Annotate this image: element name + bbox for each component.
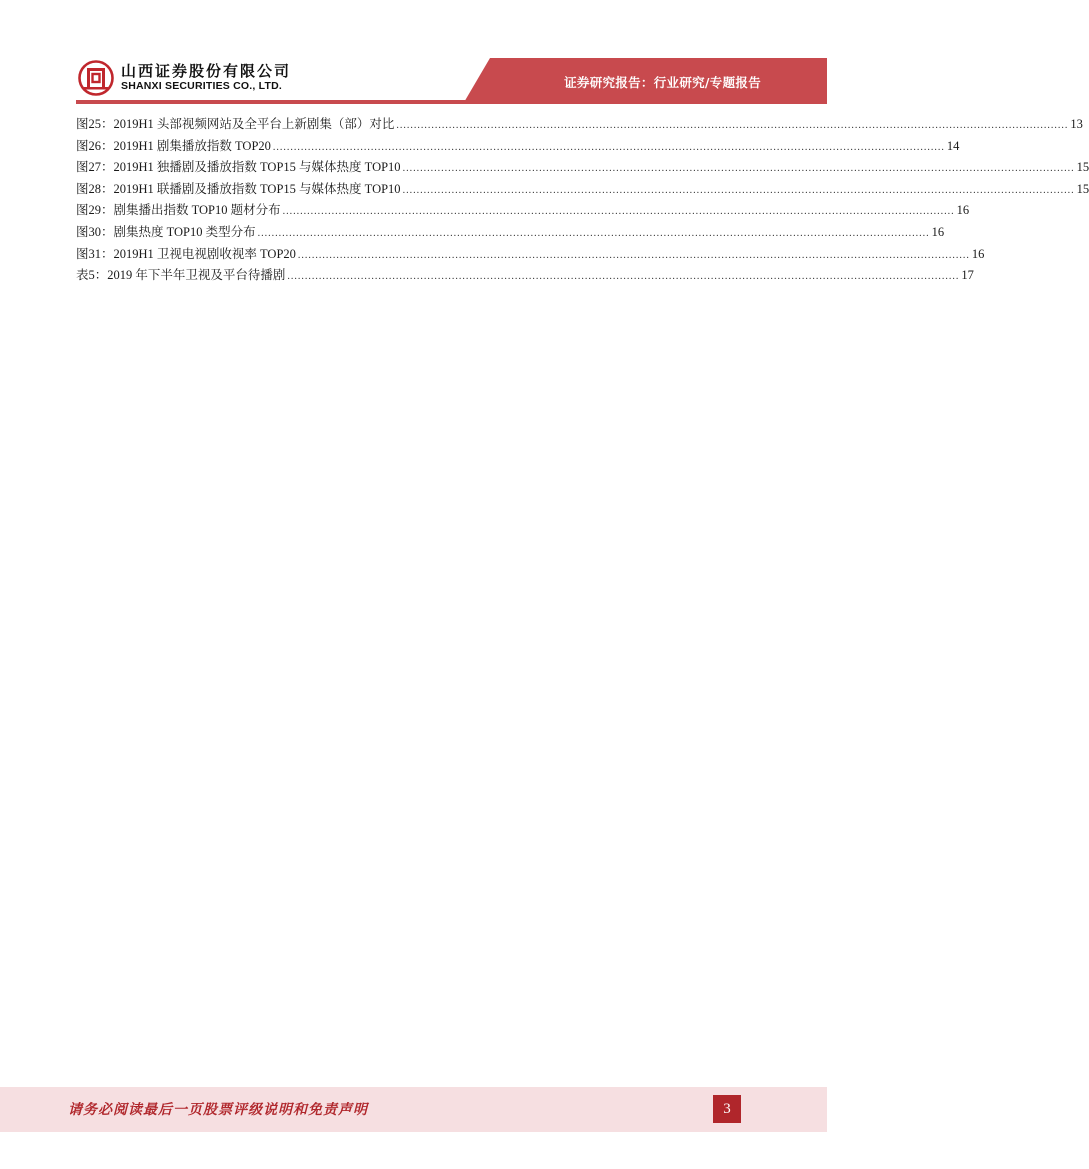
company-name-cn: 山西证券股份有限公司: [121, 62, 292, 80]
toc-entry-label: 图31：2019H1 卫视电视剧收视率 TOP20: [76, 246, 296, 261]
report-type-label: 证券研究报告：行业研究/专题报告: [564, 75, 761, 90]
toc-entry[interactable]: [76, 265, 974, 287]
toc-leader: ................................................................................................................................................................................................: [396, 120, 1069, 131]
toc-entry-page: 16: [931, 224, 945, 239]
table-of-contents: [76, 114, 1089, 287]
toc-entry-label: 表5：2019 年下半年卫视及平台待播剧: [76, 268, 286, 283]
page-number: 3: [713, 1095, 741, 1123]
disclaimer-text: 请务必阅读最后一页股票评级说明和免责声明: [68, 1102, 368, 1118]
toc-entry-page: 16: [971, 246, 985, 261]
toc-entry-page: 14: [946, 138, 960, 153]
toc-leader: ................................................................................................................................................................................................: [402, 184, 1075, 196]
toc-entry-label: 图25：2019H1 头部视频网站及全平台上新剧集（部）对比: [76, 117, 395, 131]
toc-leader: ................................................................................................................................................................................................: [282, 206, 955, 218]
toc-entry-label: 图28：2019H1 联播剧及播放指数 TOP15 与媒体热度 TOP10: [76, 181, 401, 196]
toc-leader: ................................................................................................................................................................................................: [287, 271, 960, 283]
toc-entry-page: 13: [1070, 117, 1083, 131]
toc-entry[interactable]: [76, 179, 1089, 201]
toc-entry[interactable]: [76, 136, 960, 158]
company-logo-icon: [78, 60, 114, 96]
toc-entry-page: 15: [1076, 160, 1089, 175]
toc-entry-label: 图29：剧集播出指数 TOP10 题材分布: [76, 203, 281, 218]
toc-entry[interactable]: [76, 157, 1089, 179]
toc-entry-page: 16: [956, 203, 970, 218]
toc-leader: ................................................................................................................................................................................................: [402, 163, 1075, 175]
page-header: [0, 0, 827, 110]
toc-entry-page: 17: [961, 268, 974, 283]
toc-entry-label: 图27：2019H1 独播剧及播放指数 TOP15 与媒体热度 TOP10: [76, 160, 401, 175]
toc-entry[interactable]: [76, 222, 945, 244]
toc-entry-page: 15: [1076, 181, 1089, 196]
toc-leader: ................................................................................................................................................................................................: [272, 141, 945, 153]
company-logo: [78, 60, 291, 96]
toc-leader: ................................................................................................................................................................................................: [297, 249, 970, 261]
toc-entry-label: 图30：剧集热度 TOP10 类型分布: [76, 224, 256, 239]
company-name-en: SHANXI SECURITIES CO., LTD.: [121, 80, 282, 92]
toc-entry[interactable]: [76, 114, 1083, 136]
toc-entry[interactable]: [76, 200, 970, 222]
toc-entry-label: 图26：2019H1 剧集播放指数 TOP20: [76, 138, 271, 153]
toc-leader: ................................................................................................................................................................................................: [257, 227, 930, 239]
toc-entry[interactable]: [76, 244, 985, 266]
page-footer: [0, 1087, 827, 1132]
